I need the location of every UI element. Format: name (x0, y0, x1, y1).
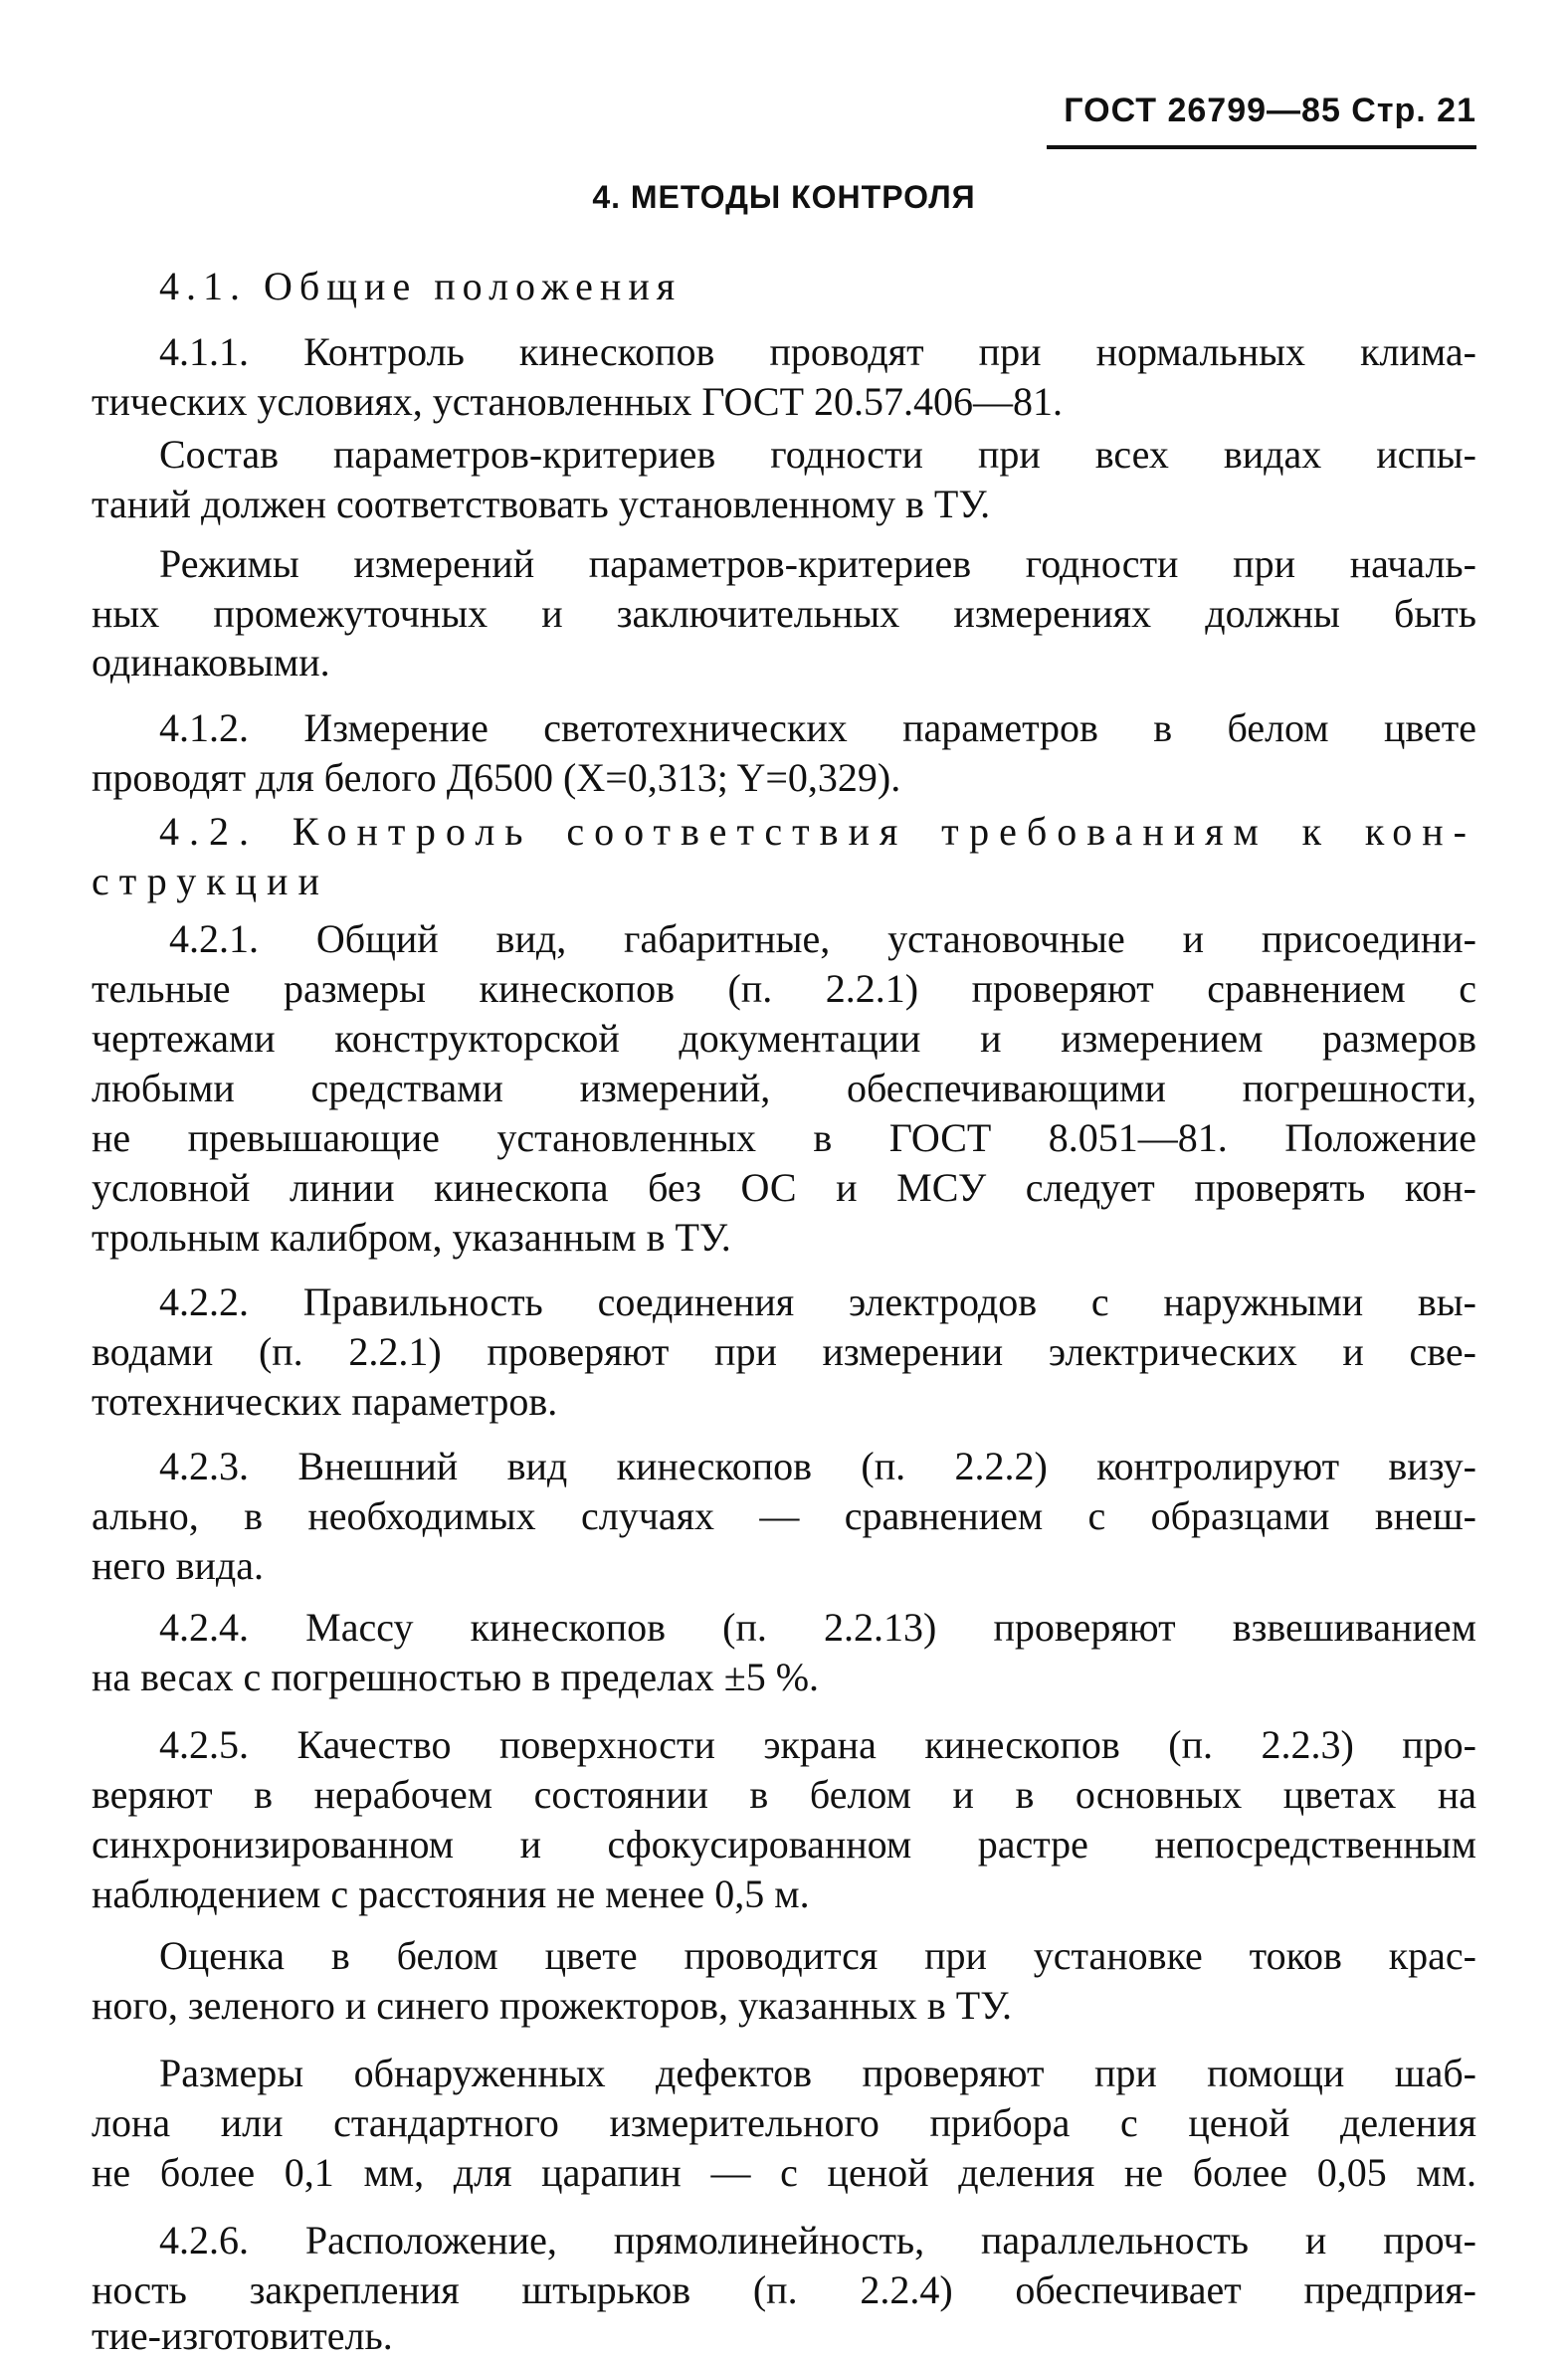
text-line: одинаковыми. (92, 640, 330, 685)
text-line: него вида. (92, 1543, 264, 1588)
text-line: трольным калибром, указанным в ТУ. (92, 1215, 731, 1260)
text-line: не более 0,1 мм, для царапин — с ценой деления не более 0,05 мм. (92, 2150, 1476, 2195)
text-line: ально, в необходимых случаях — сравнением с образцами внеш- (92, 1493, 1476, 1538)
subsection-heading: 4.1. Общие положения (159, 264, 683, 308)
text-line: веряют в нерабочем состоянии в белом и в основных цветах на (92, 1772, 1476, 1817)
text-line: на весах с погрешностью в пределах ±5 %. (92, 1655, 820, 1699)
text-line: Состав параметров-критериев годности при всех видах испы- (159, 432, 1476, 477)
subsection-heading: струкции (92, 859, 329, 903)
text-line: тических условиях, установленных ГОСТ 20.57.406—81. (92, 379, 1064, 424)
text-line: водами (п. 2.2.1) проверяют при измерении электрических и све- (92, 1329, 1476, 1374)
text-line: 4.1.2. Измерение светотехнических параметров в белом цвете (159, 705, 1476, 750)
text-line: тие-изготовитель. (92, 2313, 393, 2358)
text-line: тотехнических параметров. (92, 1379, 558, 1424)
text-line: наблюдением с расстояния не менее 0,5 м. (92, 1871, 810, 1916)
text-line: 4.2.4. Массу кинескопов (п. 2.2.13) проверяют взвешиванием (159, 1605, 1476, 1650)
text-line: Оценка в белом цвете проводится при установке токов крас- (159, 1933, 1476, 1978)
text-line: 4.2.2. Правильность соединения электродов с наружными вы- (159, 1279, 1476, 1324)
text-line: 4.2.5. Качество поверхности экрана кинескопов (п. 2.2.3) про- (159, 1722, 1476, 1767)
text-line: таний должен соответствовать установленному в ТУ. (92, 482, 991, 526)
text-line: чертежами конструкторской документации и измерением размеров (92, 1016, 1476, 1061)
text-line: Режимы измерений параметров-критериев годности при началь- (159, 541, 1476, 586)
text-line: 4.2.1. Общий вид, габаритные, установочные и присоедини- (169, 916, 1476, 961)
page-header (1047, 92, 1476, 149)
text-line: синхронизированном и сфокусированном растре непосредственным (92, 1822, 1476, 1867)
text-line: 4.1.1. Контроль кинескопов проводят при нормальных клима- (159, 329, 1476, 374)
text-line: ных промежуточных и заключительных измерениях должны быть (92, 591, 1476, 636)
section-title: 4. МЕТОДЫ КОНТРОЛЯ (592, 179, 976, 215)
text-line: не превышающие установленных в ГОСТ 8.051—81. Положение (92, 1115, 1476, 1160)
text-line: ного, зеленого и синего прожекторов, указанных в ТУ. (92, 1983, 1012, 2028)
subsection-heading: 4.2. Контроль соответствия требованиям к кон- (159, 809, 1476, 854)
text-line: ность закрепления штырьков (п. 2.2.4) обеспечивает предприя- (92, 2267, 1476, 2312)
text-line: Размеры обнаруженных дефектов проверяют при помощи шаб- (159, 2051, 1476, 2095)
text-line: тельные размеры кинескопов (п. 2.2.1) проверяют сравнением с (92, 966, 1476, 1011)
text-line: 4.2.3. Внешний вид кинескопов (п. 2.2.2) контролируют визу- (159, 1444, 1476, 1488)
text-line: 4.2.6. Расположение, прямолинейность, параллельность и проч- (159, 2218, 1476, 2262)
text-line: условной линии кинескопа без ОС и МСУ следует проверять кон- (92, 1165, 1476, 1210)
header-text: ГОСТ 26799—85 Стр. 21 (1064, 92, 1476, 129)
text-line: лона или стандартного измерительного прибора с ценой деления (92, 2100, 1476, 2145)
text-line: проводят для белого Д6500 (X=0,313; Y=0,329). (92, 755, 901, 800)
text-line: любыми средствами измерений, обеспечивающими погрешности, (92, 1066, 1476, 1110)
